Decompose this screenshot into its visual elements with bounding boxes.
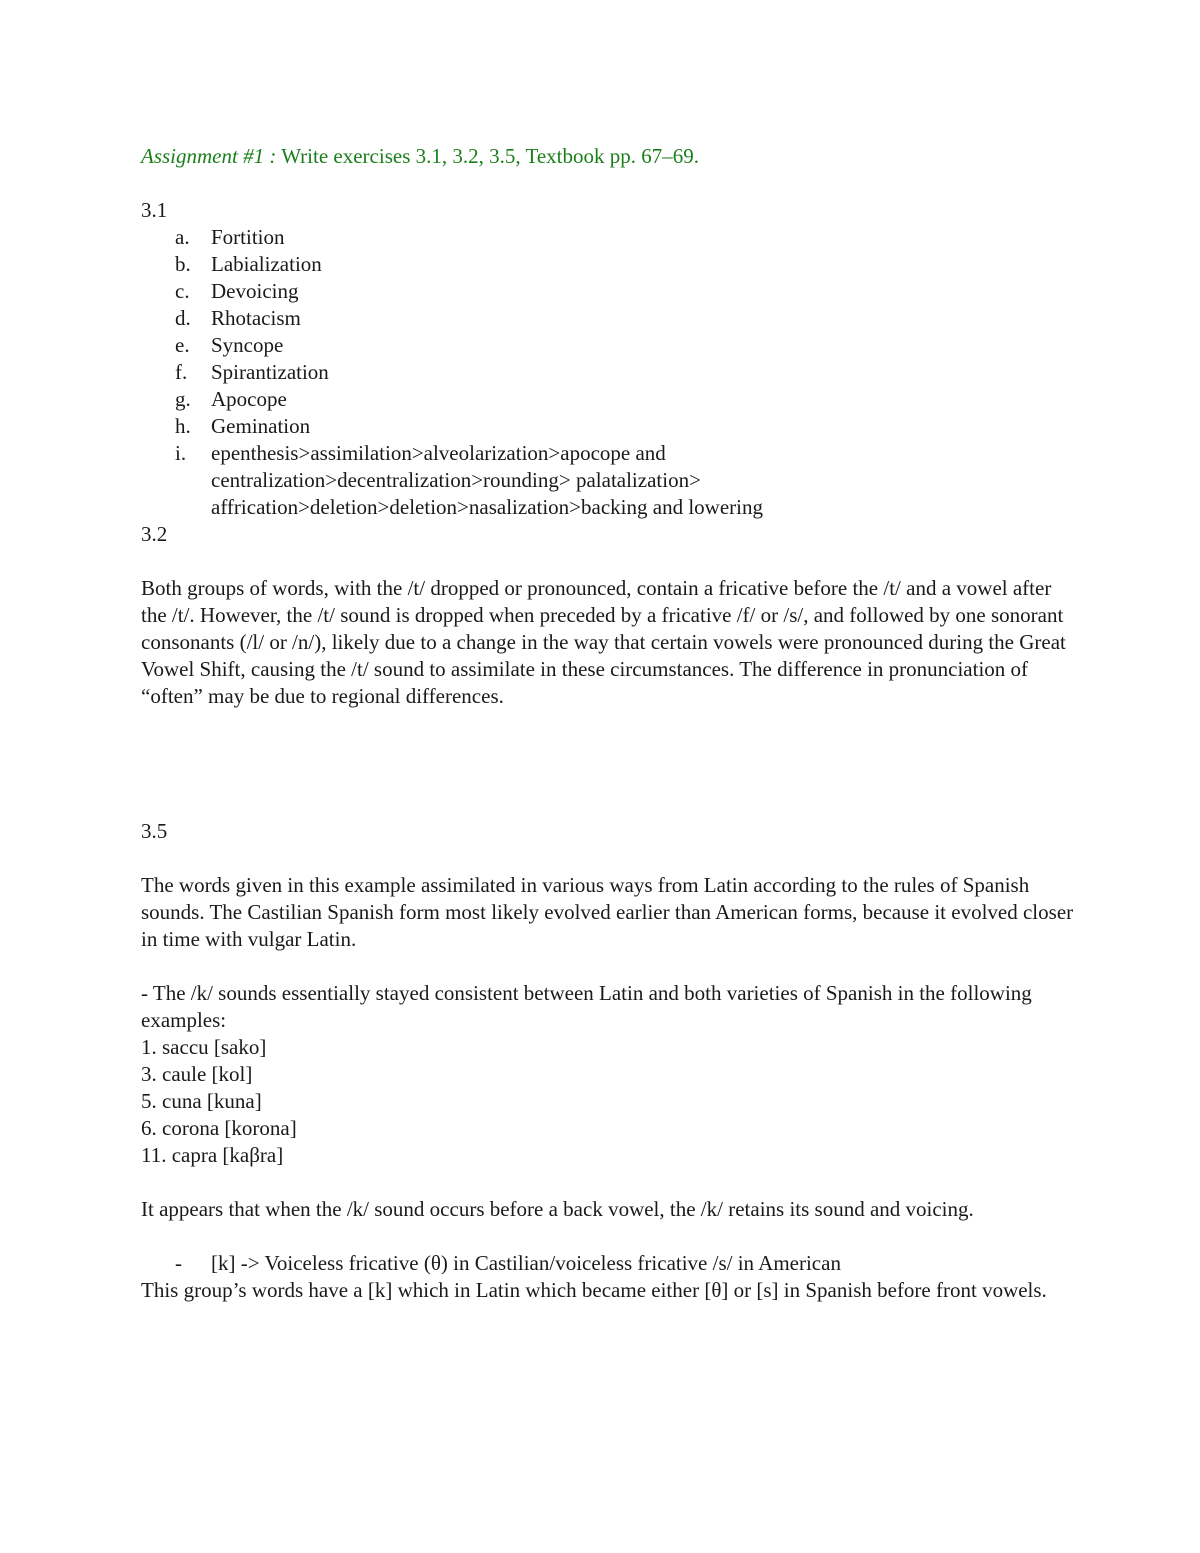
assignment-heading <box>141 143 1081 170</box>
section-3-2-heading: 3.2 <box>141 522 168 546</box>
dash-item-text: [k] -> Voiceless fricative (θ) in Castilian/voiceless fricative /s/ in American <box>211 1251 841 1275</box>
list-marker: h. <box>175 414 191 438</box>
section-3-5-paragraph-2: - The /k/ sounds essentially stayed consistent between Latin and both varieties of Spanish in the following examples: <box>141 981 1032 1032</box>
list-item <box>141 413 1081 440</box>
dash-list-item <box>141 1250 1081 1277</box>
list-marker: g. <box>175 387 191 411</box>
list-item-text-line: epenthesis>assimilation>alveolarization>apocope and <box>211 441 666 465</box>
list-marker: d. <box>175 306 191 330</box>
list-item-text-line: affrication>deletion>deletion>nasalization>backing and lowering <box>211 495 763 519</box>
section-3-5-heading: 3.5 <box>141 819 168 843</box>
list-item-text: Rhotacism <box>211 306 301 330</box>
list-item-text: Devoicing <box>211 279 299 303</box>
example-item: 5. cuna [kuna] <box>141 1089 262 1113</box>
list-item-text: Spirantization <box>211 360 329 384</box>
list-item <box>141 305 1081 332</box>
dash-marker: - <box>175 1251 182 1275</box>
section-3-1-list <box>141 224 1081 521</box>
section-3-1-heading: 3.1 <box>141 198 168 222</box>
assignment-text: Write exercises 3.1, 3.2, 3.5, Textbook pp. 67–69. <box>281 144 700 168</box>
list-marker: e. <box>175 333 190 357</box>
list-item-text: Labialization <box>211 252 322 276</box>
section-3-5-paragraph-1: The words given in this example assimilated in various ways from Latin according to the rules of Spanish sounds. The Castilian Spanish form most likely evolved earlier than American forms, because it evolved closer in time with vulgar Latin. <box>141 873 1074 951</box>
list-item <box>141 386 1081 413</box>
section-3-5-paragraph-4: This group’s words have a [k] which in Latin which became either [θ] or [s] in Spanish before front vowels. <box>141 1278 1047 1302</box>
section-3-5-paragraph-3: It appears that when the /k/ sound occurs before a back vowel, the /k/ retains its sound and voicing. <box>141 1197 974 1221</box>
list-marker: a. <box>175 225 190 249</box>
list-item-text: Syncope <box>211 333 284 357</box>
example-item: 11. capra [kaβra] <box>141 1143 284 1167</box>
example-list <box>141 1034 1081 1169</box>
example-item: 1. saccu [sako] <box>141 1035 267 1059</box>
list-item-text: Apocope <box>211 387 287 411</box>
list-item-text: Fortition <box>211 225 285 249</box>
list-marker: c. <box>175 279 190 303</box>
section-3-2-paragraph: Both groups of words, with the /t/ dropped or pronounced, contain a fricative before the /t/ and a vowel after the /t/. However, the /t/ sound is dropped when preceded by a fricative /f/ or /s/, and followed by one sonorant consonants (/l/ or /n/), likely due to a change in the way that certain vowels were pronounced during the Great Vowel Shift, causing the /t/ sound to assimilate in these circumstances. The difference in pronunciation of “often” may be due to regional differences. <box>141 576 1066 708</box>
example-item: 3. caule [kol] <box>141 1062 253 1086</box>
list-item-text-line: centralization>decentralization>rounding> palatalization> <box>211 468 701 492</box>
list-item <box>141 359 1081 386</box>
document-page <box>141 143 1081 1304</box>
assignment-lead: Assignment #1 : <box>141 144 277 168</box>
list-item <box>141 251 1081 278</box>
list-item <box>141 332 1081 359</box>
list-marker: i. <box>175 441 187 465</box>
example-item: 6. corona [korona] <box>141 1116 297 1140</box>
list-marker: b. <box>175 252 191 276</box>
list-item <box>141 440 1081 521</box>
list-marker: f. <box>175 360 188 384</box>
list-item-text: Gemination <box>211 414 311 438</box>
list-item <box>141 278 1081 305</box>
list-item <box>141 224 1081 251</box>
